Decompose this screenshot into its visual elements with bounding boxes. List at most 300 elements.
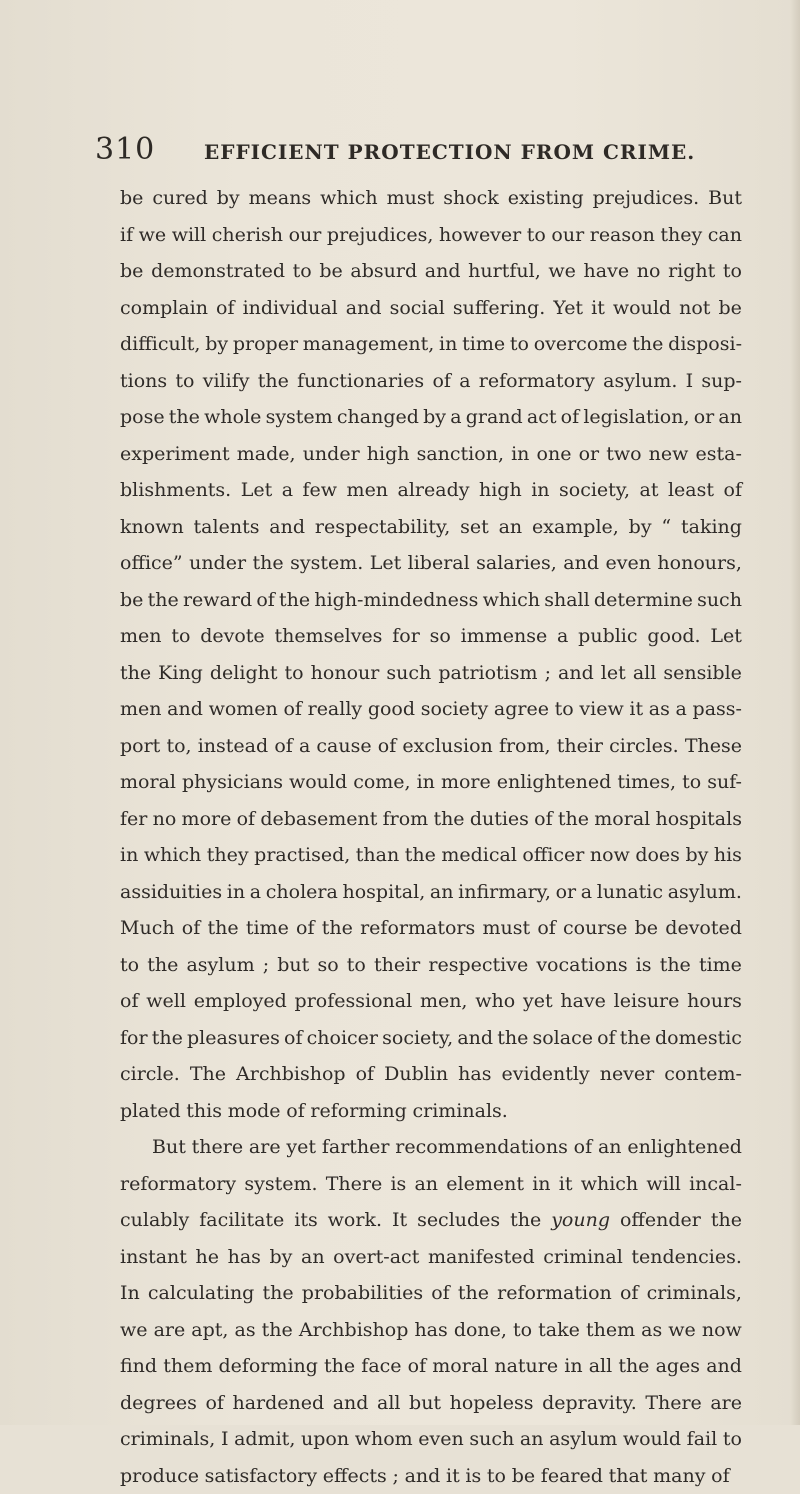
word: of (284, 1020, 302, 1057)
text-line (120, 1385, 742, 1422)
word: an (430, 874, 454, 911)
word: of (597, 1020, 615, 1057)
text-line (120, 472, 742, 509)
word: assiduities (120, 874, 222, 911)
text-line (120, 1348, 742, 1385)
word: of (237, 801, 255, 838)
word: deforming (218, 1348, 317, 1385)
word: and (333, 1385, 369, 1422)
word: devoted (665, 910, 742, 947)
word: blishments. (120, 472, 231, 509)
word: and (558, 655, 594, 692)
word: and (346, 290, 382, 327)
word: Archbishop (299, 1312, 409, 1349)
word: and (167, 691, 203, 728)
word: be (635, 910, 658, 947)
word: our (289, 217, 322, 254)
word: Archbishop (236, 1056, 346, 1093)
word: criminals, (647, 1275, 742, 1312)
word: the (263, 1275, 294, 1312)
word: recommendations (395, 1129, 568, 1166)
word: determine (594, 582, 693, 619)
word: would (613, 290, 671, 327)
word: sanction, (417, 436, 504, 473)
word: employed (194, 983, 287, 1020)
page-header (95, 132, 740, 172)
word: asylum (549, 1421, 617, 1458)
word: moral (120, 764, 176, 801)
word: secludes (417, 1202, 500, 1239)
word: their (374, 947, 420, 984)
word: criminals. (412, 1093, 507, 1130)
word: not (679, 290, 710, 327)
word: by (685, 837, 708, 874)
word: reformatory (479, 363, 595, 400)
word: in (417, 764, 435, 801)
word: reformatory (120, 1166, 236, 1203)
word: changed (337, 399, 419, 436)
word: the (632, 326, 663, 363)
word: complain (120, 290, 208, 327)
word: pleasures (187, 1020, 280, 1057)
word: so (317, 947, 338, 984)
word: of (534, 801, 552, 838)
text-line (120, 910, 742, 947)
word: manifested (428, 1239, 535, 1276)
word: shock (443, 180, 499, 217)
word: work. (328, 1202, 382, 1239)
word: which (483, 582, 540, 619)
word: the (148, 582, 179, 619)
word: talents (194, 509, 260, 546)
word: plated (120, 1093, 181, 1130)
word: view (579, 691, 623, 728)
word: now (590, 837, 630, 874)
word: disposi- (668, 326, 742, 363)
word: upon (301, 1421, 349, 1458)
word: moral (594, 801, 650, 838)
word: of (256, 582, 274, 619)
text-line (120, 1421, 742, 1458)
word: by (205, 326, 228, 363)
word: by (423, 399, 446, 436)
word: of (408, 1348, 426, 1385)
word: yet (286, 1129, 316, 1166)
word: as (649, 691, 670, 728)
word: few (303, 472, 338, 509)
word: two (606, 436, 641, 473)
word: to (293, 253, 312, 290)
word: come, (353, 764, 410, 801)
word: existing (508, 180, 584, 217)
word: than (356, 837, 399, 874)
word: has (414, 1312, 447, 1349)
word: we (668, 1312, 696, 1349)
word: men (347, 472, 389, 509)
word: for (392, 618, 420, 655)
word: would (623, 1421, 681, 1458)
word: course (563, 910, 627, 947)
word: can (708, 217, 742, 254)
word: culably (120, 1202, 189, 1239)
word: to (487, 1458, 506, 1494)
text-line (120, 728, 742, 765)
word: even (418, 1421, 463, 1458)
word: overt-act (333, 1239, 419, 1276)
word: instant (120, 1239, 187, 1276)
word: overcome (534, 326, 628, 363)
word: fer (120, 801, 147, 838)
text-line (120, 1239, 742, 1276)
word: them (163, 1348, 212, 1385)
word: all (633, 655, 656, 692)
word: tendencies. (631, 1239, 742, 1276)
word: office” (120, 545, 183, 582)
word: social (390, 290, 445, 327)
word: system (266, 399, 333, 436)
word: is (636, 947, 652, 984)
word: exclusion (402, 728, 492, 765)
word: depravity. (542, 1385, 637, 1422)
word: Much (120, 910, 175, 947)
word: of (120, 983, 138, 1020)
word: to (347, 947, 366, 984)
word: circle. (120, 1056, 180, 1093)
word: liberal (408, 545, 470, 582)
word: proper (233, 326, 298, 363)
word: of (724, 472, 742, 509)
word: well (146, 983, 186, 1020)
word: be (319, 253, 342, 290)
word: admit, (234, 1421, 295, 1458)
word: society (421, 691, 489, 728)
word: men, (420, 983, 468, 1020)
word: But (708, 180, 742, 217)
word: duties (470, 801, 529, 838)
word: the (258, 363, 289, 400)
word: high (479, 472, 522, 509)
word: high-mindedness (314, 582, 478, 619)
word: “ (661, 509, 671, 546)
word: would (289, 764, 347, 801)
word: so (430, 618, 451, 655)
text-line (120, 290, 742, 327)
word: men (120, 691, 162, 728)
word: demonstrated (151, 253, 285, 290)
word: to (723, 1421, 742, 1458)
word: find (120, 1348, 157, 1385)
text-line (120, 1202, 742, 1239)
word: does (635, 837, 680, 874)
word: or (579, 436, 600, 473)
word: respective (428, 947, 528, 984)
word: reformators (360, 910, 475, 947)
word: public (578, 618, 637, 655)
word: right (668, 253, 715, 290)
word: the (558, 801, 589, 838)
word: its (294, 1202, 317, 1239)
word: the (253, 545, 284, 582)
word: the (458, 1275, 489, 1312)
page-number: 310 (95, 132, 155, 167)
word: a (299, 728, 310, 765)
word: to (513, 1312, 532, 1349)
word: many (653, 1458, 705, 1494)
word: reformation (497, 1275, 612, 1312)
text-line (120, 983, 742, 1020)
text-line (120, 1166, 742, 1203)
word: to, (166, 728, 191, 765)
word: lunatic (597, 874, 663, 911)
word: to (285, 655, 304, 692)
word: system. (290, 545, 363, 582)
word: the (147, 947, 178, 984)
word: Let (710, 618, 742, 655)
word: effects (323, 1458, 387, 1494)
word: hospital, (343, 874, 426, 911)
word: pose (120, 399, 165, 436)
word: facilitate (199, 1202, 284, 1239)
word: In (120, 1275, 140, 1312)
word: we (548, 253, 576, 290)
word: however (439, 217, 521, 254)
word: means (249, 180, 312, 217)
word: sup- (701, 363, 742, 400)
text-line (120, 1275, 742, 1312)
word: hurtful, (468, 253, 541, 290)
word: known (120, 509, 184, 546)
word: criminal (543, 1239, 623, 1276)
word: hours (687, 983, 742, 1020)
word: an (414, 1166, 438, 1203)
word: are (710, 1385, 742, 1422)
word: taking (681, 509, 742, 546)
word: good. (647, 618, 700, 655)
word: the (152, 1020, 183, 1057)
word: the (660, 947, 691, 984)
word: of (711, 1458, 729, 1494)
word: debasement (260, 801, 377, 838)
word: an (499, 509, 523, 546)
word: to (510, 326, 529, 363)
word: port (120, 728, 160, 765)
word: I (221, 1421, 229, 1458)
word: cherish (212, 217, 283, 254)
word: no (153, 801, 177, 838)
word: they (660, 217, 702, 254)
word: practised, (254, 837, 350, 874)
word: and (706, 1348, 742, 1385)
text-line (120, 545, 742, 582)
word: farther (322, 1129, 390, 1166)
word: the (433, 801, 464, 838)
text-line (120, 180, 742, 217)
word: of (216, 290, 234, 327)
word: themselves (274, 618, 382, 655)
word: society, (382, 1020, 453, 1057)
word: mode (228, 1093, 281, 1130)
word: degrees (120, 1385, 197, 1422)
word: asylum. (668, 874, 742, 911)
word: professional (295, 983, 413, 1020)
word: a (450, 399, 461, 436)
text-line (120, 691, 742, 728)
word: there (192, 1129, 243, 1166)
word: an (520, 1421, 544, 1458)
word: in (532, 1166, 550, 1203)
word: has (458, 1056, 491, 1093)
word: time (462, 326, 505, 363)
word: them (586, 1312, 635, 1349)
word: if (120, 217, 133, 254)
word: pass- (693, 691, 742, 728)
word: one (537, 436, 572, 473)
word: but (277, 947, 309, 984)
word: hardened (232, 1385, 324, 1422)
word: of (274, 728, 292, 765)
word: in (120, 837, 138, 874)
text-line (120, 801, 742, 838)
word: I (686, 363, 694, 400)
word: time (699, 947, 742, 984)
word: of (432, 363, 450, 400)
word: There (645, 1385, 701, 1422)
word: But (152, 1129, 186, 1166)
word: to (175, 363, 194, 400)
word: from (383, 801, 429, 838)
word: by (629, 509, 652, 546)
word: such (469, 1421, 514, 1458)
word: apt, (191, 1312, 228, 1349)
word: a (282, 472, 293, 509)
word: to (171, 618, 190, 655)
word: devote (200, 618, 264, 655)
word: it (559, 1166, 573, 1203)
word: vilify (203, 363, 250, 400)
word: criminals, (120, 1421, 215, 1458)
word: be (718, 290, 741, 327)
word: all (377, 1385, 400, 1422)
word: made, (237, 436, 296, 473)
word: the (262, 1312, 293, 1349)
text-line (120, 1312, 742, 1349)
text-line (120, 217, 742, 254)
word: act (527, 399, 557, 436)
word: society, (559, 472, 630, 509)
word: it (629, 691, 643, 728)
word: enlightened (497, 764, 612, 801)
running-title: EFFICIENT PROTECTION FROM CRIME. (204, 140, 695, 164)
word: a (557, 618, 568, 655)
word: the (618, 1348, 649, 1385)
word: will (172, 217, 207, 254)
word: medical (441, 837, 517, 874)
word: circles. (609, 728, 679, 765)
word: be (120, 582, 143, 619)
word: the (169, 399, 200, 436)
word: the (324, 1348, 355, 1385)
word: a (250, 874, 261, 911)
word: individual (243, 290, 338, 327)
word: be (120, 180, 143, 217)
word: esta- (696, 436, 742, 473)
word: suffering. (453, 290, 545, 327)
word: satisfactory (205, 1458, 317, 1494)
word: good (368, 691, 415, 728)
word: These (685, 728, 742, 765)
word: times, (617, 764, 676, 801)
word: yet (523, 983, 553, 1020)
word: have (584, 253, 630, 290)
word: who (475, 983, 515, 1020)
word: is (465, 1458, 481, 1494)
word: patriotism (438, 655, 537, 692)
word: under (303, 436, 360, 473)
word: choicer (307, 1020, 378, 1057)
word: ; (392, 1458, 398, 1494)
word: to (682, 764, 701, 801)
word: and (425, 253, 461, 290)
word: whom (355, 1421, 413, 1458)
word: the (322, 910, 353, 947)
word: prejudices, (327, 217, 434, 254)
word: which (144, 837, 201, 874)
text-line (120, 399, 742, 436)
word: of (286, 1093, 304, 1130)
word: suf- (707, 764, 742, 801)
word: evidently (502, 1056, 590, 1093)
word: absurd (350, 253, 417, 290)
word: to (555, 691, 574, 728)
word: solace (532, 1020, 592, 1057)
word: in (439, 326, 457, 363)
word: element (446, 1166, 524, 1203)
word: to (723, 253, 742, 290)
word: Let (370, 545, 402, 582)
word: his (714, 837, 742, 874)
word: men (120, 618, 162, 655)
body-text (120, 180, 742, 1494)
word: instead (198, 728, 268, 765)
word: contem- (664, 1056, 742, 1093)
text-line (120, 1093, 742, 1130)
word: an (598, 1129, 622, 1166)
word: moral (432, 1348, 488, 1385)
word: of (356, 1056, 374, 1093)
word: in (531, 472, 549, 509)
word: There (326, 1166, 382, 1203)
text-line (120, 874, 742, 911)
word: from, (499, 728, 551, 765)
word: this (186, 1093, 222, 1130)
word: new (649, 436, 689, 473)
word: it (446, 1458, 460, 1494)
word: reason (590, 217, 655, 254)
word: be (512, 1458, 535, 1494)
word: ; (545, 655, 551, 692)
word: salaries, (476, 545, 557, 582)
word: ; (263, 947, 269, 984)
word: or (694, 399, 715, 436)
word: all (589, 1348, 612, 1385)
word: take (538, 1312, 580, 1349)
word: asylum. (603, 363, 677, 400)
word: Dublin (384, 1056, 448, 1093)
text-line (120, 947, 742, 984)
word: of (561, 399, 579, 436)
word: leisure (614, 983, 680, 1020)
word: fail (687, 1421, 718, 1458)
